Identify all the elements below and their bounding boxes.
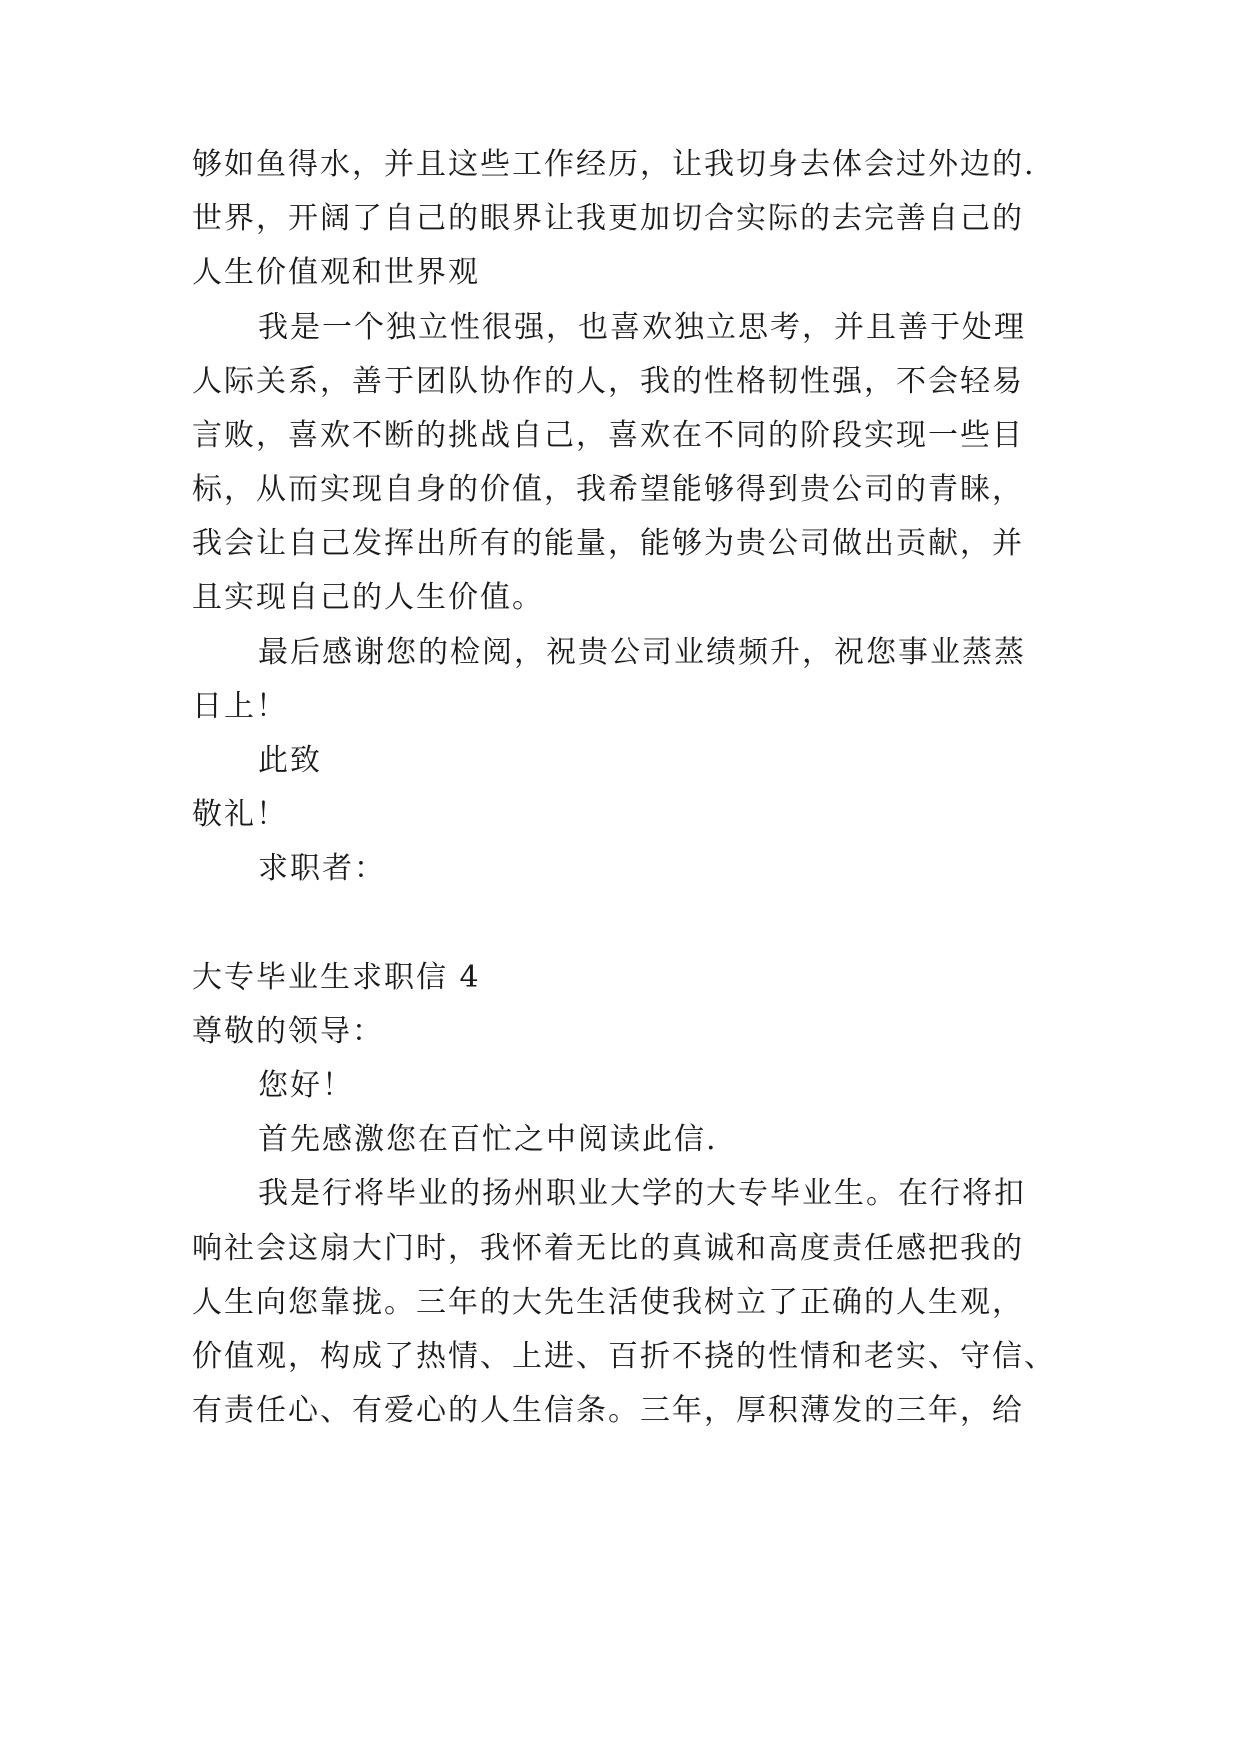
salutation-line: 敬礼！ (192, 797, 288, 832)
closing-line: 此致 (258, 743, 322, 778)
paragraph-line: 世界，开阔了自己的眼界让我更加切合实际的去完善自己的 (192, 201, 1024, 236)
paragraph-line: 人际关系，善于团队协作的人，我的性格韧性强，不会轻易 (192, 364, 1024, 399)
paragraph-line: 言败，喜欢不断的挑战自己，喜欢在不同的阶段实现一些目 (192, 418, 1024, 453)
paragraph-line: 价值观，构成了热情、上进、百折不挠的性情和老实、守信、 (192, 1339, 1056, 1374)
paragraph-line: 首先感激您在百忙之中阅读此信. (258, 1122, 718, 1157)
paragraph-line: 人生向您靠拢。三年的大先生活使我树立了正确的人生观， (192, 1285, 1024, 1320)
paragraph-line: 我会让自己发挥出所有的能量，能够为贵公司做出贡献，并 (192, 526, 1024, 561)
paragraph-line: 最后感谢您的检阅，祝贵公司业绩频升，祝您事业蒸蒸 (258, 635, 1026, 670)
greeting-line: 您好！ (258, 1068, 354, 1103)
signature-label: 求职者： (258, 851, 386, 886)
greeting-line: 尊敬的领导： (192, 1014, 384, 1049)
paragraph-line: 且实现自己的人生价值。 (192, 580, 544, 615)
paragraph-line: 人生价值观和世界观 (192, 255, 480, 290)
paragraph-line: 标，从而实现自身的价值，我希望能够得到贵公司的青睐， (192, 472, 1024, 507)
paragraph-line: 有责任心、有爱心的人生信条。三年，厚积薄发的三年，给 (192, 1393, 1024, 1428)
paragraph-line: 够如鱼得水，并且这些工作经历，让我切身去体会过外边的. (192, 147, 1036, 182)
section-title: 大专毕业生求职信 4 (192, 960, 481, 995)
paragraph-line: 我是行将毕业的扬州职业大学的大专毕业生。在行将扣 (258, 1176, 1026, 1211)
paragraph-line: 响社会这扇大门时，我怀着无比的真诚和高度责任感把我的 (192, 1231, 1024, 1266)
paragraph-line: 日上！ (192, 689, 288, 724)
paragraph-line: 我是一个独立性很强，也喜欢独立思考，并且善于处理 (258, 310, 1026, 345)
